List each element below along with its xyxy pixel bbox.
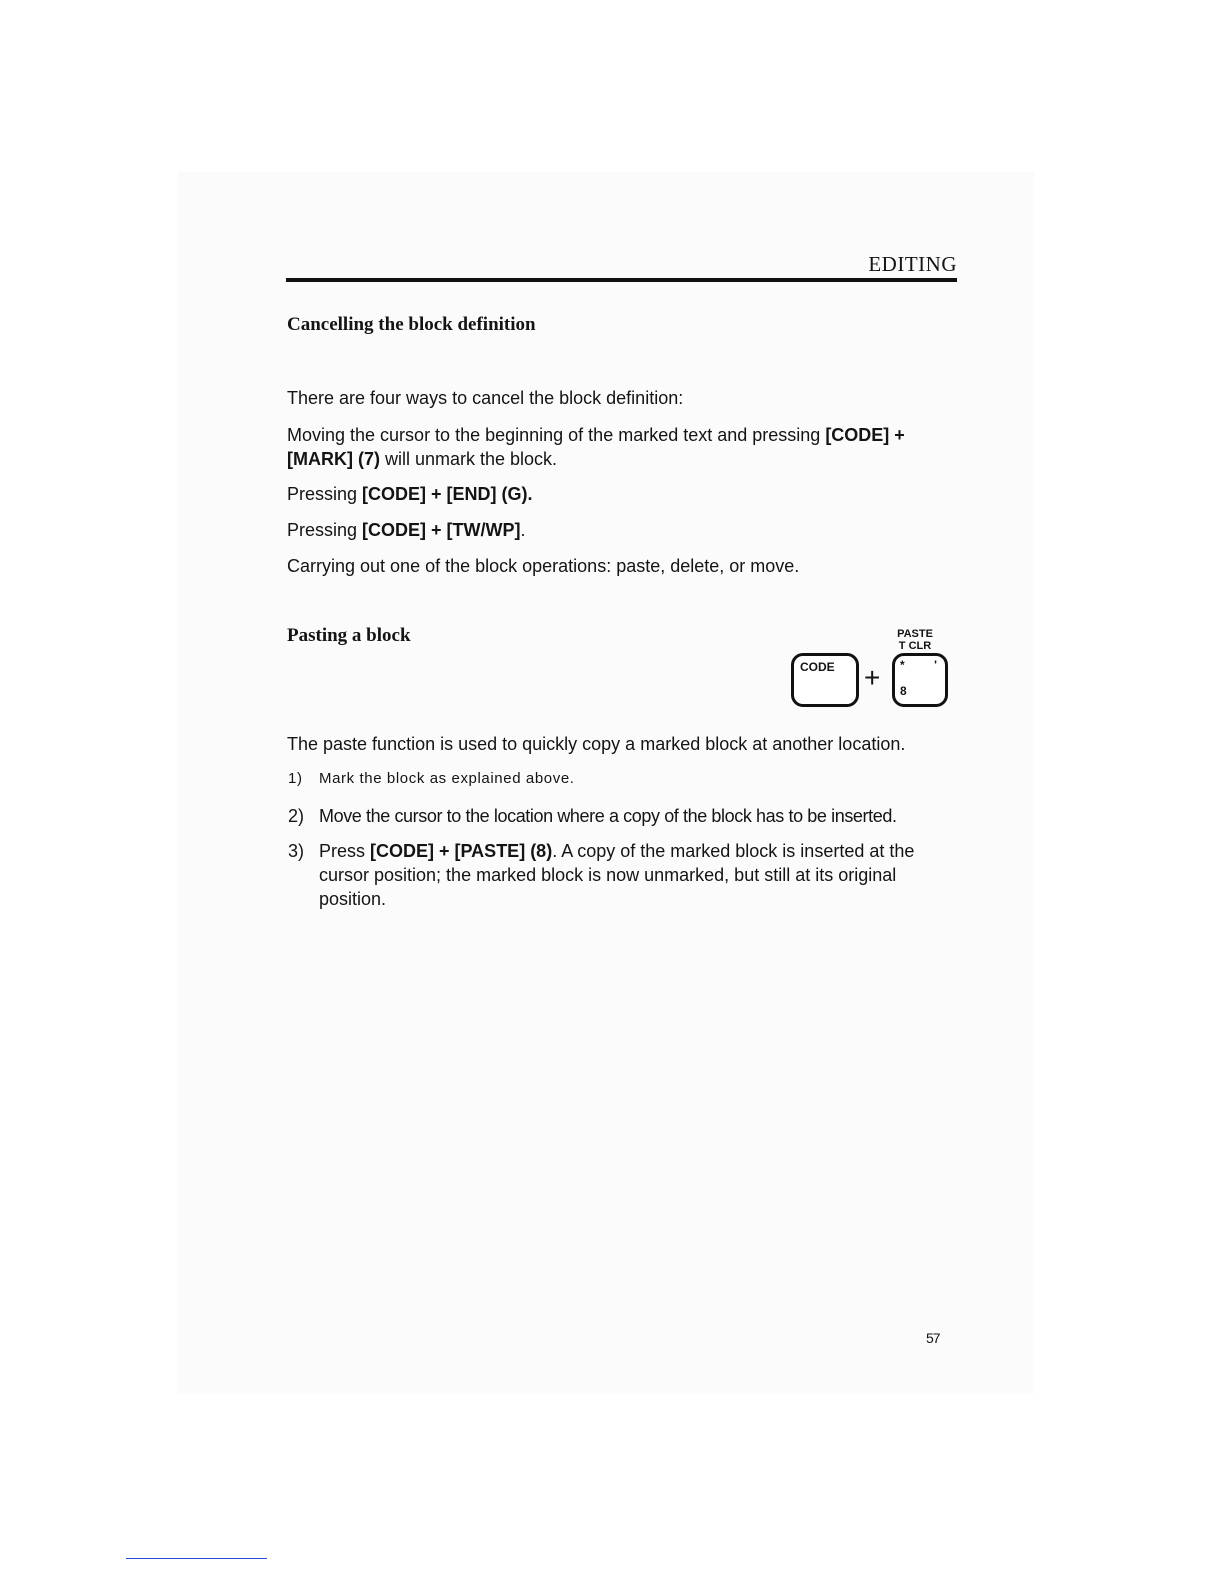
cancel-method-1-suffix: will unmark the block. bbox=[379, 449, 558, 469]
cancel-method-2-keys: [CODE] + [END] (G). bbox=[362, 484, 533, 504]
page-number: 57 bbox=[926, 1330, 940, 1346]
paste-step-2 bbox=[288, 804, 957, 828]
cancel-method-3 bbox=[287, 518, 957, 542]
cancel-method-1 bbox=[287, 423, 957, 471]
paste-step-2-text: Move the cursor to the location where a copy of the block has to be inserted. bbox=[319, 806, 897, 826]
cancel-intro: There are four ways to cancel the block definition: bbox=[287, 388, 684, 408]
paste-key-top-label bbox=[892, 628, 938, 652]
paste-step-3-number: 3) bbox=[288, 841, 305, 861]
paste-intro: The paste function is used to quickly copy a marked block at another location. bbox=[287, 734, 906, 754]
cancel-method-4: Carrying out one of the block operations: paste, delete, or move. bbox=[287, 556, 800, 576]
code-key-label: CODE bbox=[800, 660, 835, 674]
section-heading-pasting: Pasting a block bbox=[287, 625, 411, 646]
footer-line bbox=[126, 1558, 267, 1559]
paste-key-icon bbox=[892, 653, 948, 707]
paste-key-symbol-star: * bbox=[900, 658, 905, 672]
paste-key-label-paste: PASTE bbox=[897, 628, 933, 640]
paste-step-2-number: 2) bbox=[288, 806, 305, 826]
paste-key-number: 8 bbox=[900, 684, 907, 698]
paste-key-symbol-quote: ' bbox=[934, 658, 937, 672]
paste-step-1 bbox=[288, 767, 957, 791]
paste-step-3-text bbox=[319, 839, 957, 911]
running-head: EDITING bbox=[868, 252, 957, 276]
header-rule bbox=[286, 278, 957, 282]
cancel-method-3-suffix: . bbox=[520, 520, 526, 540]
paste-step-1-number: 1) bbox=[288, 770, 303, 787]
paste-step-3-prefix: Press bbox=[319, 841, 371, 861]
section-heading-cancelling: Cancelling the block definition bbox=[287, 314, 536, 335]
cancel-method-1-keys: [CODE] + [MARK] (7) bbox=[287, 425, 905, 469]
cancel-method-1-text: Moving the cursor to the beginning of the marked text and pressing bbox=[287, 425, 826, 445]
cancel-method-2-text: Pressing bbox=[287, 484, 363, 504]
cancel-method-3-text: Pressing bbox=[287, 520, 363, 540]
plus-sign: + bbox=[864, 662, 881, 693]
paste-step-3 bbox=[288, 839, 957, 911]
paste-step-1-text: Mark the block as explained above. bbox=[319, 770, 575, 787]
cancel-method-2 bbox=[287, 482, 957, 506]
paste-step-3-suffix: . A copy of the marked block is inserted at the cursor position; the marked block is now unmarked, but still at its original position. bbox=[319, 841, 915, 909]
paste-step-3-keys: [CODE] + [PASTE] (8) bbox=[370, 841, 553, 861]
code-key-icon bbox=[791, 653, 859, 707]
paste-key-label-tclr: T CLR bbox=[898, 640, 932, 652]
cancel-method-3-keys: [CODE] + [TW/WP] bbox=[362, 520, 521, 540]
